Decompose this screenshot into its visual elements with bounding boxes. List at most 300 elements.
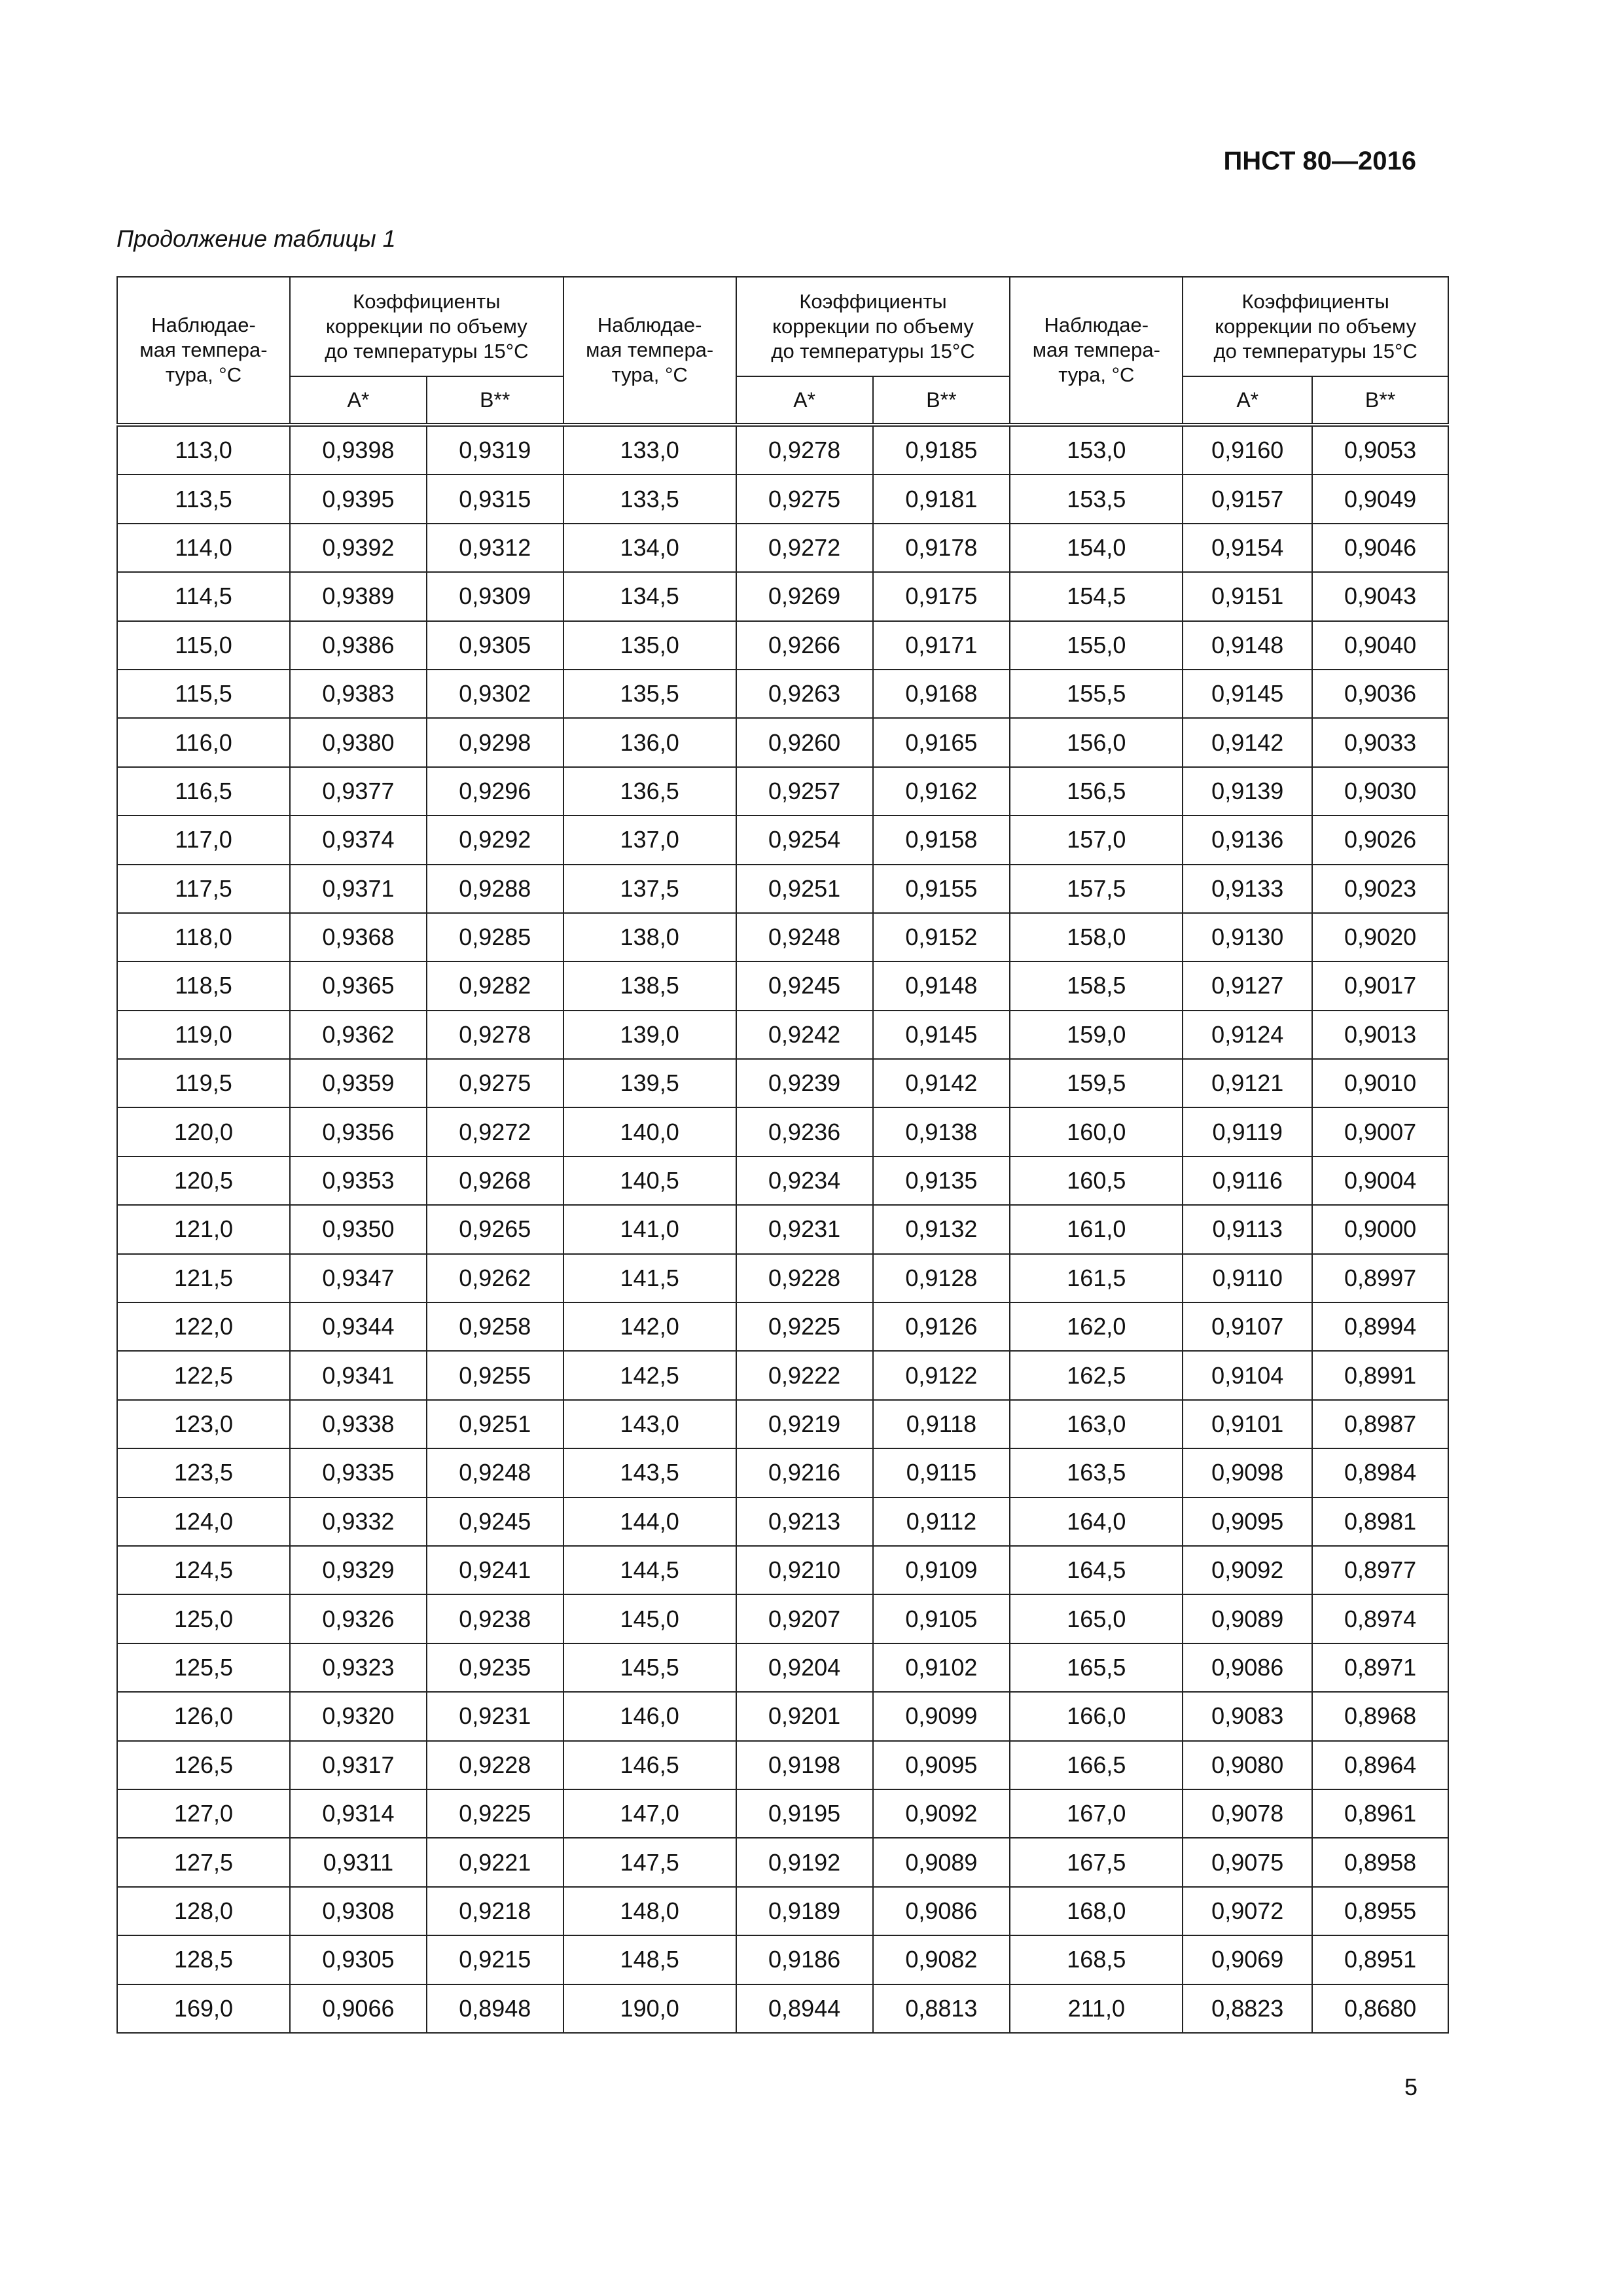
coefficient-a-cell: 0,9116 — [1183, 1157, 1312, 1205]
temperature-cell: 125,0 — [117, 1594, 290, 1643]
coefficient-a-cell: 0,9329 — [290, 1546, 427, 1594]
coefficient-b-cell: 0,9102 — [873, 1643, 1010, 1692]
coefficient-a-cell: 0,9311 — [290, 1838, 427, 1886]
coefficient-b-cell: 0,9118 — [873, 1400, 1010, 1448]
temperature-cell: 128,0 — [117, 1887, 290, 1935]
table-row — [117, 1302, 1448, 1351]
coefficient-b-cell: 0,9218 — [427, 1887, 563, 1935]
coefficient-b-cell: 0,9053 — [1312, 425, 1448, 475]
temperature-cell: 168,5 — [1010, 1935, 1183, 1984]
coefficient-b-cell: 0,9319 — [427, 425, 563, 475]
coefficient-b-cell: 0,9082 — [873, 1935, 1010, 1984]
temperature-cell: 140,5 — [563, 1157, 736, 1205]
temperature-cell: 121,0 — [117, 1205, 290, 1253]
coefficient-b-cell: 0,9315 — [427, 475, 563, 523]
coefficient-b-cell: 0,9135 — [873, 1157, 1010, 1205]
coefficient-b-cell: 0,8958 — [1312, 1838, 1448, 1886]
temperature-cell: 148,0 — [563, 1887, 736, 1935]
coefficients-header-line: до температуры 15°C — [325, 340, 529, 363]
coefficient-b-cell: 0,9185 — [873, 425, 1010, 475]
coefficient-b-cell: 0,9049 — [1312, 475, 1448, 523]
temperature-cell: 148,5 — [563, 1935, 736, 1984]
temperature-cell: 140,0 — [563, 1107, 736, 1156]
coefficient-b-cell: 0,9013 — [1312, 1011, 1448, 1059]
table-row — [117, 961, 1448, 1010]
coefficient-b-cell: 0,9162 — [873, 767, 1010, 816]
coefficient-a-cell: 0,9092 — [1183, 1546, 1312, 1594]
coefficient-b-cell: 0,9258 — [427, 1302, 563, 1351]
coefficient-a-cell: 0,9308 — [290, 1887, 427, 1935]
temperature-cell: 211,0 — [1010, 1984, 1183, 2033]
table-row — [117, 524, 1448, 572]
coefficients-header — [736, 277, 1010, 376]
table-row — [117, 1594, 1448, 1643]
coefficient-a-cell: 0,9142 — [1183, 718, 1312, 766]
temperature-cell: 118,0 — [117, 913, 290, 961]
coefficient-a-cell: 0,9213 — [736, 1498, 873, 1546]
coefficient-b-cell: 0,9126 — [873, 1302, 1010, 1351]
coefficient-b-cell: 0,9178 — [873, 524, 1010, 572]
temperature-cell: 147,0 — [563, 1789, 736, 1838]
table-row — [117, 572, 1448, 620]
coefficient-b-cell: 0,9171 — [873, 621, 1010, 670]
temperature-cell: 157,5 — [1010, 865, 1183, 913]
coefficient-b-cell: 0,9145 — [873, 1011, 1010, 1059]
coefficient-a-cell: 0,9228 — [736, 1254, 873, 1302]
coefficient-b-cell: 0,8964 — [1312, 1741, 1448, 1789]
temperature-cell: 124,0 — [117, 1498, 290, 1546]
coefficient-a-cell: 0,9383 — [290, 670, 427, 718]
coefficient-b-cell: 0,9285 — [427, 913, 563, 961]
coefficient-b-cell: 0,9241 — [427, 1546, 563, 1594]
table-row — [117, 1789, 1448, 1838]
column-b-header: B** — [427, 376, 563, 425]
table-row — [117, 1059, 1448, 1107]
coefficients-header-line: Коэффициенты — [1241, 290, 1389, 313]
coefficient-a-cell: 0,9278 — [736, 425, 873, 475]
coefficient-b-cell: 0,9040 — [1312, 621, 1448, 670]
temperature-cell: 134,5 — [563, 572, 736, 620]
coefficient-a-cell: 0,9098 — [1183, 1448, 1312, 1497]
coefficient-b-cell: 0,8984 — [1312, 1448, 1448, 1497]
coefficient-b-cell: 0,8997 — [1312, 1254, 1448, 1302]
coefficient-b-cell: 0,9302 — [427, 670, 563, 718]
coefficient-b-cell: 0,8680 — [1312, 1984, 1448, 2033]
coefficient-a-cell: 0,9380 — [290, 718, 427, 766]
coefficient-a-cell: 0,9201 — [736, 1692, 873, 1740]
coefficient-b-cell: 0,8948 — [427, 1984, 563, 2033]
temperature-cell: 164,5 — [1010, 1546, 1183, 1594]
temperature-cell: 124,5 — [117, 1546, 290, 1594]
coefficient-b-cell: 0,9036 — [1312, 670, 1448, 718]
temperature-cell: 146,5 — [563, 1741, 736, 1789]
coefficient-a-cell: 0,9101 — [1183, 1400, 1312, 1448]
coefficient-b-cell: 0,9105 — [873, 1594, 1010, 1643]
coefficient-b-cell: 0,9215 — [427, 1935, 563, 1984]
coefficient-a-cell: 0,9069 — [1183, 1935, 1312, 1984]
coefficient-b-cell: 0,9128 — [873, 1254, 1010, 1302]
coefficient-a-cell: 0,9254 — [736, 816, 873, 864]
temperature-cell: 122,0 — [117, 1302, 290, 1351]
table-row — [117, 1351, 1448, 1399]
coefficient-b-cell: 0,9221 — [427, 1838, 563, 1886]
coefficient-b-cell: 0,9309 — [427, 572, 563, 620]
coefficient-a-cell: 0,9231 — [736, 1205, 873, 1253]
temperature-header-line: тура, °C — [1058, 363, 1135, 386]
coefficient-b-cell: 0,9017 — [1312, 961, 1448, 1010]
coefficient-a-cell: 0,9395 — [290, 475, 427, 523]
temperature-cell: 123,0 — [117, 1400, 290, 1448]
temperature-cell: 116,0 — [117, 718, 290, 766]
temperature-cell: 139,0 — [563, 1011, 736, 1059]
coefficient-a-cell: 0,9154 — [1183, 524, 1312, 572]
coefficient-a-cell: 0,9195 — [736, 1789, 873, 1838]
coefficient-a-cell: 0,9314 — [290, 1789, 427, 1838]
temperature-cell: 158,5 — [1010, 961, 1183, 1010]
temperature-header — [117, 277, 290, 425]
temperature-cell: 135,0 — [563, 621, 736, 670]
coefficient-b-cell: 0,9225 — [427, 1789, 563, 1838]
coefficient-a-cell: 0,9245 — [736, 961, 873, 1010]
temperature-cell: 138,5 — [563, 961, 736, 1010]
coefficient-b-cell: 0,9112 — [873, 1498, 1010, 1546]
coefficient-a-cell: 0,9151 — [1183, 572, 1312, 620]
temperature-cell: 156,0 — [1010, 718, 1183, 766]
coefficient-a-cell: 0,9066 — [290, 1984, 427, 2033]
temperature-cell: 165,0 — [1010, 1594, 1183, 1643]
coefficient-b-cell: 0,9115 — [873, 1448, 1010, 1497]
temperature-cell: 137,0 — [563, 816, 736, 864]
coefficient-b-cell: 0,9026 — [1312, 816, 1448, 864]
table-row — [117, 1157, 1448, 1205]
temperature-cell: 166,0 — [1010, 1692, 1183, 1740]
coefficient-b-cell: 0,9099 — [873, 1692, 1010, 1740]
coefficient-a-cell: 0,9305 — [290, 1935, 427, 1984]
coefficient-a-cell: 0,9107 — [1183, 1302, 1312, 1351]
temperature-header — [563, 277, 736, 425]
table-row — [117, 475, 1448, 523]
coefficient-a-cell: 0,9204 — [736, 1643, 873, 1692]
coefficient-b-cell: 0,8813 — [873, 1984, 1010, 2033]
coefficient-b-cell: 0,9248 — [427, 1448, 563, 1497]
coefficient-a-cell: 0,9095 — [1183, 1498, 1312, 1546]
coefficient-b-cell: 0,9262 — [427, 1254, 563, 1302]
coefficient-b-cell: 0,9265 — [427, 1205, 563, 1253]
coefficients-header-line: коррекции по объему — [772, 315, 974, 338]
coefficients-header — [290, 277, 563, 376]
coefficient-b-cell: 0,9148 — [873, 961, 1010, 1010]
temperature-cell: 161,5 — [1010, 1254, 1183, 1302]
coefficient-b-cell: 0,8951 — [1312, 1935, 1448, 1984]
coefficient-b-cell: 0,9122 — [873, 1351, 1010, 1399]
table-row — [117, 1546, 1448, 1594]
correction-coefficients-table — [116, 276, 1449, 2034]
coefficient-a-cell: 0,9234 — [736, 1157, 873, 1205]
temperature-cell: 147,5 — [563, 1838, 736, 1886]
table-row — [117, 1254, 1448, 1302]
coefficient-a-cell: 0,9119 — [1183, 1107, 1312, 1156]
coefficient-b-cell: 0,9165 — [873, 718, 1010, 766]
coefficient-a-cell: 0,9398 — [290, 425, 427, 475]
coefficient-b-cell: 0,9251 — [427, 1400, 563, 1448]
coefficient-a-cell: 0,9121 — [1183, 1059, 1312, 1107]
temperature-cell: 163,0 — [1010, 1400, 1183, 1448]
coefficient-b-cell: 0,9132 — [873, 1205, 1010, 1253]
coefficient-a-cell: 0,9320 — [290, 1692, 427, 1740]
coefficient-a-cell: 0,9189 — [736, 1887, 873, 1935]
temperature-header-line: мая темпера- — [586, 338, 714, 361]
coefficient-b-cell: 0,9010 — [1312, 1059, 1448, 1107]
coefficient-a-cell: 0,9145 — [1183, 670, 1312, 718]
temperature-cell: 167,0 — [1010, 1789, 1183, 1838]
coefficient-a-cell: 0,9341 — [290, 1351, 427, 1399]
coefficient-a-cell: 0,9130 — [1183, 913, 1312, 961]
temperature-cell: 163,5 — [1010, 1448, 1183, 1497]
temperature-cell: 144,5 — [563, 1546, 736, 1594]
coefficient-a-cell: 0,9392 — [290, 524, 427, 572]
coefficient-b-cell: 0,9312 — [427, 524, 563, 572]
coefficient-b-cell: 0,9142 — [873, 1059, 1010, 1107]
coefficient-a-cell: 0,9248 — [736, 913, 873, 961]
temperature-cell: 120,0 — [117, 1107, 290, 1156]
coefficient-a-cell: 0,9323 — [290, 1643, 427, 1692]
temperature-header-line: тура, °C — [611, 363, 688, 386]
coefficient-b-cell: 0,9278 — [427, 1011, 563, 1059]
coefficient-b-cell: 0,9298 — [427, 718, 563, 766]
coefficient-a-cell: 0,9160 — [1183, 425, 1312, 475]
coefficient-b-cell: 0,9282 — [427, 961, 563, 1010]
coefficient-a-cell: 0,9110 — [1183, 1254, 1312, 1302]
coefficient-a-cell: 0,9192 — [736, 1838, 873, 1886]
temperature-cell: 143,5 — [563, 1448, 736, 1497]
coefficient-a-cell: 0,9389 — [290, 572, 427, 620]
coefficient-a-cell: 0,8944 — [736, 1984, 873, 2033]
temperature-cell: 160,0 — [1010, 1107, 1183, 1156]
temperature-cell: 119,5 — [117, 1059, 290, 1107]
temperature-cell: 118,5 — [117, 961, 290, 1010]
temperature-cell: 134,0 — [563, 524, 736, 572]
coefficient-b-cell: 0,8987 — [1312, 1400, 1448, 1448]
table-row — [117, 913, 1448, 961]
temperature-cell: 157,0 — [1010, 816, 1183, 864]
column-b-header: B** — [1312, 376, 1448, 425]
coefficient-a-cell: 0,9089 — [1183, 1594, 1312, 1643]
table-row — [117, 816, 1448, 864]
coefficient-b-cell: 0,9158 — [873, 816, 1010, 864]
coefficients-header — [1183, 277, 1448, 376]
coefficient-b-cell: 0,8994 — [1312, 1302, 1448, 1351]
table-row — [117, 865, 1448, 913]
temperature-cell: 145,0 — [563, 1594, 736, 1643]
temperature-cell: 114,0 — [117, 524, 290, 572]
coefficient-a-cell: 0,9377 — [290, 767, 427, 816]
temperature-header-line: тура, °C — [165, 363, 242, 386]
temperature-cell: 117,5 — [117, 865, 290, 913]
document-code: ПНСТ 80—2016 — [1223, 147, 1416, 175]
coefficient-a-cell: 0,9257 — [736, 767, 873, 816]
table-row — [117, 767, 1448, 816]
temperature-cell: 117,0 — [117, 816, 290, 864]
coefficient-b-cell: 0,9175 — [873, 572, 1010, 620]
coefficient-b-cell: 0,9046 — [1312, 524, 1448, 572]
coefficient-b-cell: 0,9245 — [427, 1498, 563, 1546]
coefficient-b-cell: 0,9296 — [427, 767, 563, 816]
temperature-cell: 167,5 — [1010, 1838, 1183, 1886]
coefficient-a-cell: 0,9124 — [1183, 1011, 1312, 1059]
coefficient-a-cell: 0,9365 — [290, 961, 427, 1010]
coefficient-a-cell: 0,9251 — [736, 865, 873, 913]
coefficient-b-cell: 0,9268 — [427, 1157, 563, 1205]
temperature-cell: 162,0 — [1010, 1302, 1183, 1351]
table-row — [117, 1838, 1448, 1886]
column-a-header: A* — [290, 376, 427, 425]
coefficients-header-line: коррекции по объему — [1215, 315, 1417, 338]
temperature-cell: 137,5 — [563, 865, 736, 913]
table-row — [117, 670, 1448, 718]
coefficient-a-cell: 0,9362 — [290, 1011, 427, 1059]
temperature-cell: 122,5 — [117, 1351, 290, 1399]
coefficient-b-cell: 0,9272 — [427, 1107, 563, 1156]
temperature-cell: 141,0 — [563, 1205, 736, 1253]
temperature-cell: 143,0 — [563, 1400, 736, 1448]
coefficient-b-cell: 0,9000 — [1312, 1205, 1448, 1253]
coefficient-b-cell: 0,9155 — [873, 865, 1010, 913]
temperature-cell: 168,0 — [1010, 1887, 1183, 1935]
coefficient-a-cell: 0,9080 — [1183, 1741, 1312, 1789]
coefficient-a-cell: 0,9075 — [1183, 1838, 1312, 1886]
coefficient-b-cell: 0,9095 — [873, 1741, 1010, 1789]
coefficient-b-cell: 0,8974 — [1312, 1594, 1448, 1643]
coefficient-a-cell: 0,9198 — [736, 1741, 873, 1789]
temperature-header-line: Наблюдае- — [151, 314, 256, 336]
coefficient-a-cell: 0,9335 — [290, 1448, 427, 1497]
coefficient-b-cell: 0,9305 — [427, 621, 563, 670]
temperature-cell: 119,0 — [117, 1011, 290, 1059]
temperature-cell: 154,0 — [1010, 524, 1183, 572]
coefficient-a-cell: 0,9374 — [290, 816, 427, 864]
coefficient-a-cell: 0,9338 — [290, 1400, 427, 1448]
table-caption: Продолжение таблицы 1 — [116, 225, 396, 252]
coefficient-a-cell: 0,9332 — [290, 1498, 427, 1546]
temperature-cell: 153,5 — [1010, 475, 1183, 523]
coefficient-a-cell: 0,9072 — [1183, 1887, 1312, 1935]
column-a-header: A* — [736, 376, 873, 425]
coefficient-b-cell: 0,9238 — [427, 1594, 563, 1643]
coefficient-a-cell: 0,9356 — [290, 1107, 427, 1156]
temperature-cell: 125,5 — [117, 1643, 290, 1692]
coefficient-a-cell: 0,9216 — [736, 1448, 873, 1497]
coefficient-b-cell: 0,9033 — [1312, 718, 1448, 766]
coefficient-a-cell: 0,9275 — [736, 475, 873, 523]
temperature-cell: 133,0 — [563, 425, 736, 475]
table-row — [117, 1887, 1448, 1935]
coefficient-b-cell: 0,9152 — [873, 913, 1010, 961]
coefficient-a-cell: 0,9350 — [290, 1205, 427, 1253]
coefficient-b-cell: 0,8961 — [1312, 1789, 1448, 1838]
temperature-cell: 121,5 — [117, 1254, 290, 1302]
temperature-cell: 144,0 — [563, 1498, 736, 1546]
table-row — [117, 718, 1448, 766]
temperature-cell: 127,0 — [117, 1789, 290, 1838]
temperature-cell: 153,0 — [1010, 425, 1183, 475]
coefficients-header-line: Коэффициенты — [353, 290, 501, 313]
coefficient-a-cell: 0,9239 — [736, 1059, 873, 1107]
coefficient-b-cell: 0,9181 — [873, 475, 1010, 523]
temperature-cell: 138,0 — [563, 913, 736, 961]
column-b-header: B** — [873, 376, 1010, 425]
coefficient-a-cell: 0,9078 — [1183, 1789, 1312, 1838]
coefficient-b-cell: 0,9228 — [427, 1741, 563, 1789]
temperature-cell: 115,5 — [117, 670, 290, 718]
temperature-cell: 141,5 — [563, 1254, 736, 1302]
coefficient-a-cell: 0,9263 — [736, 670, 873, 718]
coefficient-a-cell: 0,9266 — [736, 621, 873, 670]
table-row — [117, 1448, 1448, 1497]
table-row — [117, 1400, 1448, 1448]
temperature-cell: 136,5 — [563, 767, 736, 816]
coefficient-b-cell: 0,9138 — [873, 1107, 1010, 1156]
temperature-cell: 165,5 — [1010, 1643, 1183, 1692]
table-row — [117, 1011, 1448, 1059]
coefficient-b-cell: 0,8991 — [1312, 1351, 1448, 1399]
table-row — [117, 1205, 1448, 1253]
coefficient-b-cell: 0,9089 — [873, 1838, 1010, 1886]
table-row — [117, 1741, 1448, 1789]
coefficient-a-cell: 0,9353 — [290, 1157, 427, 1205]
coefficient-a-cell: 0,9219 — [736, 1400, 873, 1448]
coefficient-a-cell: 0,8823 — [1183, 1984, 1312, 2033]
coefficient-a-cell: 0,9317 — [290, 1741, 427, 1789]
temperature-cell: 166,5 — [1010, 1741, 1183, 1789]
temperature-cell: 133,5 — [563, 475, 736, 523]
table-row — [117, 1984, 1448, 2033]
temperature-cell: 161,0 — [1010, 1205, 1183, 1253]
coefficient-a-cell: 0,9133 — [1183, 865, 1312, 913]
coefficient-a-cell: 0,9236 — [736, 1107, 873, 1156]
temperature-cell: 114,5 — [117, 572, 290, 620]
temperature-cell: 146,0 — [563, 1692, 736, 1740]
coefficient-a-cell: 0,9359 — [290, 1059, 427, 1107]
column-a-header: A* — [1183, 376, 1312, 425]
coefficient-a-cell: 0,9326 — [290, 1594, 427, 1643]
coefficient-b-cell: 0,9275 — [427, 1059, 563, 1107]
coefficients-header-line: до температуры 15°C — [1213, 340, 1418, 363]
coefficient-b-cell: 0,9092 — [873, 1789, 1010, 1838]
coefficient-a-cell: 0,9344 — [290, 1302, 427, 1351]
coefficient-a-cell: 0,9386 — [290, 621, 427, 670]
coefficient-a-cell: 0,9186 — [736, 1935, 873, 1984]
coefficients-header-line: до температуры 15°C — [771, 340, 975, 363]
coefficient-a-cell: 0,9371 — [290, 865, 427, 913]
coefficient-a-cell: 0,9207 — [736, 1594, 873, 1643]
coefficient-b-cell: 0,8968 — [1312, 1692, 1448, 1740]
temperature-header-line: мая темпера- — [1032, 338, 1160, 361]
temperature-cell: 115,0 — [117, 621, 290, 670]
temperature-header-line: Наблюдае- — [597, 314, 702, 336]
coefficient-b-cell: 0,8955 — [1312, 1887, 1448, 1935]
table-row — [117, 1498, 1448, 1546]
coefficient-b-cell: 0,9255 — [427, 1351, 563, 1399]
table-row — [117, 1692, 1448, 1740]
coefficient-a-cell: 0,9139 — [1183, 767, 1312, 816]
coefficient-b-cell: 0,9023 — [1312, 865, 1448, 913]
temperature-cell: 190,0 — [563, 1984, 736, 2033]
coefficient-a-cell: 0,9210 — [736, 1546, 873, 1594]
temperature-cell: 142,5 — [563, 1351, 736, 1399]
temperature-cell: 116,5 — [117, 767, 290, 816]
coefficient-b-cell: 0,9043 — [1312, 572, 1448, 620]
temperature-cell: 135,5 — [563, 670, 736, 718]
